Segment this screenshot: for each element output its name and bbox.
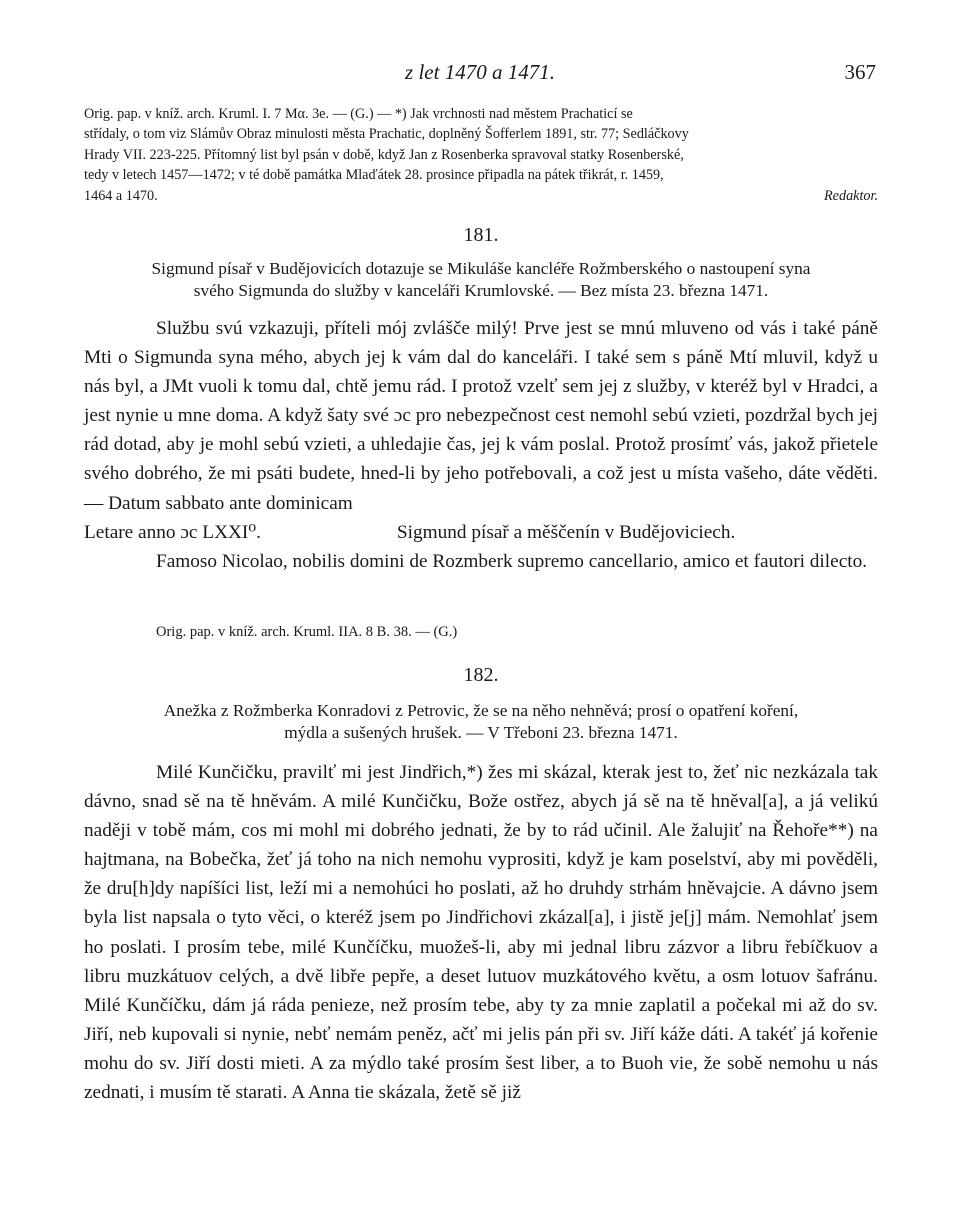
letter-181 — [84, 314, 878, 576]
running-title: z let 1470 a 1471. — [405, 60, 555, 84]
letter-closing — [84, 518, 878, 547]
letter-address: Famoso Nicolao, nobilis domini de Rozmberk supremo cancellario, amico et fautori dilecto. — [156, 550, 868, 572]
letter-text: Službu svú vzkazuji, příteli mój zvlášče milý! Prve jest se mnú mluveno od vás i také páně Mti o Sigmunda syna mého, abych jej k vám dal do kanceláři. I také sem s páně Mtí mluvil, když u nás byl, a JMt vuoli k tomu dal, chtě jemu rád. I protož vzelť sem jej z služby, v kteréž byl v Hradci, a jest nynie u mne doma. A když šaty své ɔc pro nebezpečnost cest nemohl sebú vzieti, pozdržal bych jej rád dotad, aby je mohl sebú vzieti, a uhledajie čas, jej k vám poslal. Protož prosímť vás, jakož přietele svého dobrého, že mi psáti budete, hned-li by jeho potřebovali, a což jest u místa vašeho, dáte věděti. — Datum sabbato ante dominicam — [84, 318, 878, 514]
document-number-181: 181. — [463, 224, 499, 246]
letter-sender: Sigmund písař a měščenín v Budějoviciech. — [396, 521, 736, 543]
document-summary-181 — [84, 258, 878, 302]
summary-line: mýdla a sušených hrušek. — V Třeboni 23. března 1471. — [284, 723, 678, 742]
summary-line: Sigmund písař v Budějovicích dotazuje se Mikuláše kancléře Rožmberského o nastoupení syna — [151, 259, 811, 278]
editorial-note — [84, 104, 878, 206]
letter-182 — [84, 758, 878, 1107]
note-line: 1464 a 1470. — [84, 187, 158, 204]
note-line: střídaly, o tom viz Slámův Obraz minulosti města Prachatic, doplněný Šofferlem 1891, str. 77; Sedláčkovy — [84, 126, 689, 143]
note-line: Hrady VII. 223-225. Přítomný list byl psán v době, když Jan z Rosenberka spravoval statky Rosenberské, — [84, 146, 684, 163]
document-summary-182 — [84, 700, 878, 744]
running-head — [84, 60, 876, 86]
document-number-182: 182. — [463, 664, 499, 686]
note-line: Orig. pap. v kníž. arch. Kruml. I. 7 Mα. 3e. — (G.) — *) Jak vrchnosti nad městem Prachaticí se — [84, 106, 633, 122]
letter-date: Letare anno ɔc LXXI⁰. — [84, 521, 261, 543]
letter-text: Milé Kunčičku, pravilť mi jest Jindřich,*) žes mi skázal, kterak jest to, žeť nic nezkázala tak dávno, snad sě na tě hněvám. A milé Kunčičku, Bože ostřez, abych já sě na tě hněval[a], a já velikú naději v tobě mám, cos mi mohl mi dobrého jednati, že by to rád učinil. Ale žalujiť na Řehoře**) na hajtmana, na Bobečka, žeť já toho na nich nemohu vyprositi, když je kam poselství, aby mi pověděli, že dru[h]dy napíšíci list, leží mi a nemohúci ho poslati, až ho druhdy strhám hněvajcie. A dávno jsem byla list napsala o tyto věci, o kteréž jsem po Jindřichovi zkázal[a], i jistě je[j] mám. Nemohlať jsem ho poslati. I prosím tebe, milé Kunčíčku, muožeš-li, aby mi jednal libru zázvor a libru řebíčkuov a libru muzkátuov celých, a dvě libře pepře, a deset lutuov muzkátového květu, a osm lotuov šafránu. Milé Kunčíčku, dám já ráda penieze, než prosím tebe, aby ty za mnie zaplatil a počekal mi až do sv. Jiří, neb kupovali si nynie, nebť nemám peněz, ačť mi jelis pán při sv. Jiří káže dáti. A takéť já kořenie mohu do sv. Jiří dosti mieti. A za mýdlo také prosím šest liber, a to Buoh vie, že sobě nemohu u nás zednati, i musím tě starati. A Anna tie skázala, žetě sě již — [84, 762, 878, 1104]
page-number: 367 — [844, 60, 876, 84]
summary-line: Anežka z Rožmberka Konradovi z Petrovic, že se na něho nehněvá; prosí o opatření koření, — [163, 701, 799, 720]
summary-line: svého Sigmunda do služby v kanceláři Krumlovské. — Bez místa 23. března 1471. — [193, 281, 769, 300]
note-line: tedy v letech 1457—1472; v té době památka Mlaďátek 28. prosince připadla na pátek třikrát, r. 1459, — [84, 167, 664, 184]
source-note-181: Orig. pap. v kníž. arch. Kruml. IIA. 8 B. 38. — (G.) — [156, 624, 458, 640]
editor-signature: Redaktor. — [824, 187, 878, 204]
